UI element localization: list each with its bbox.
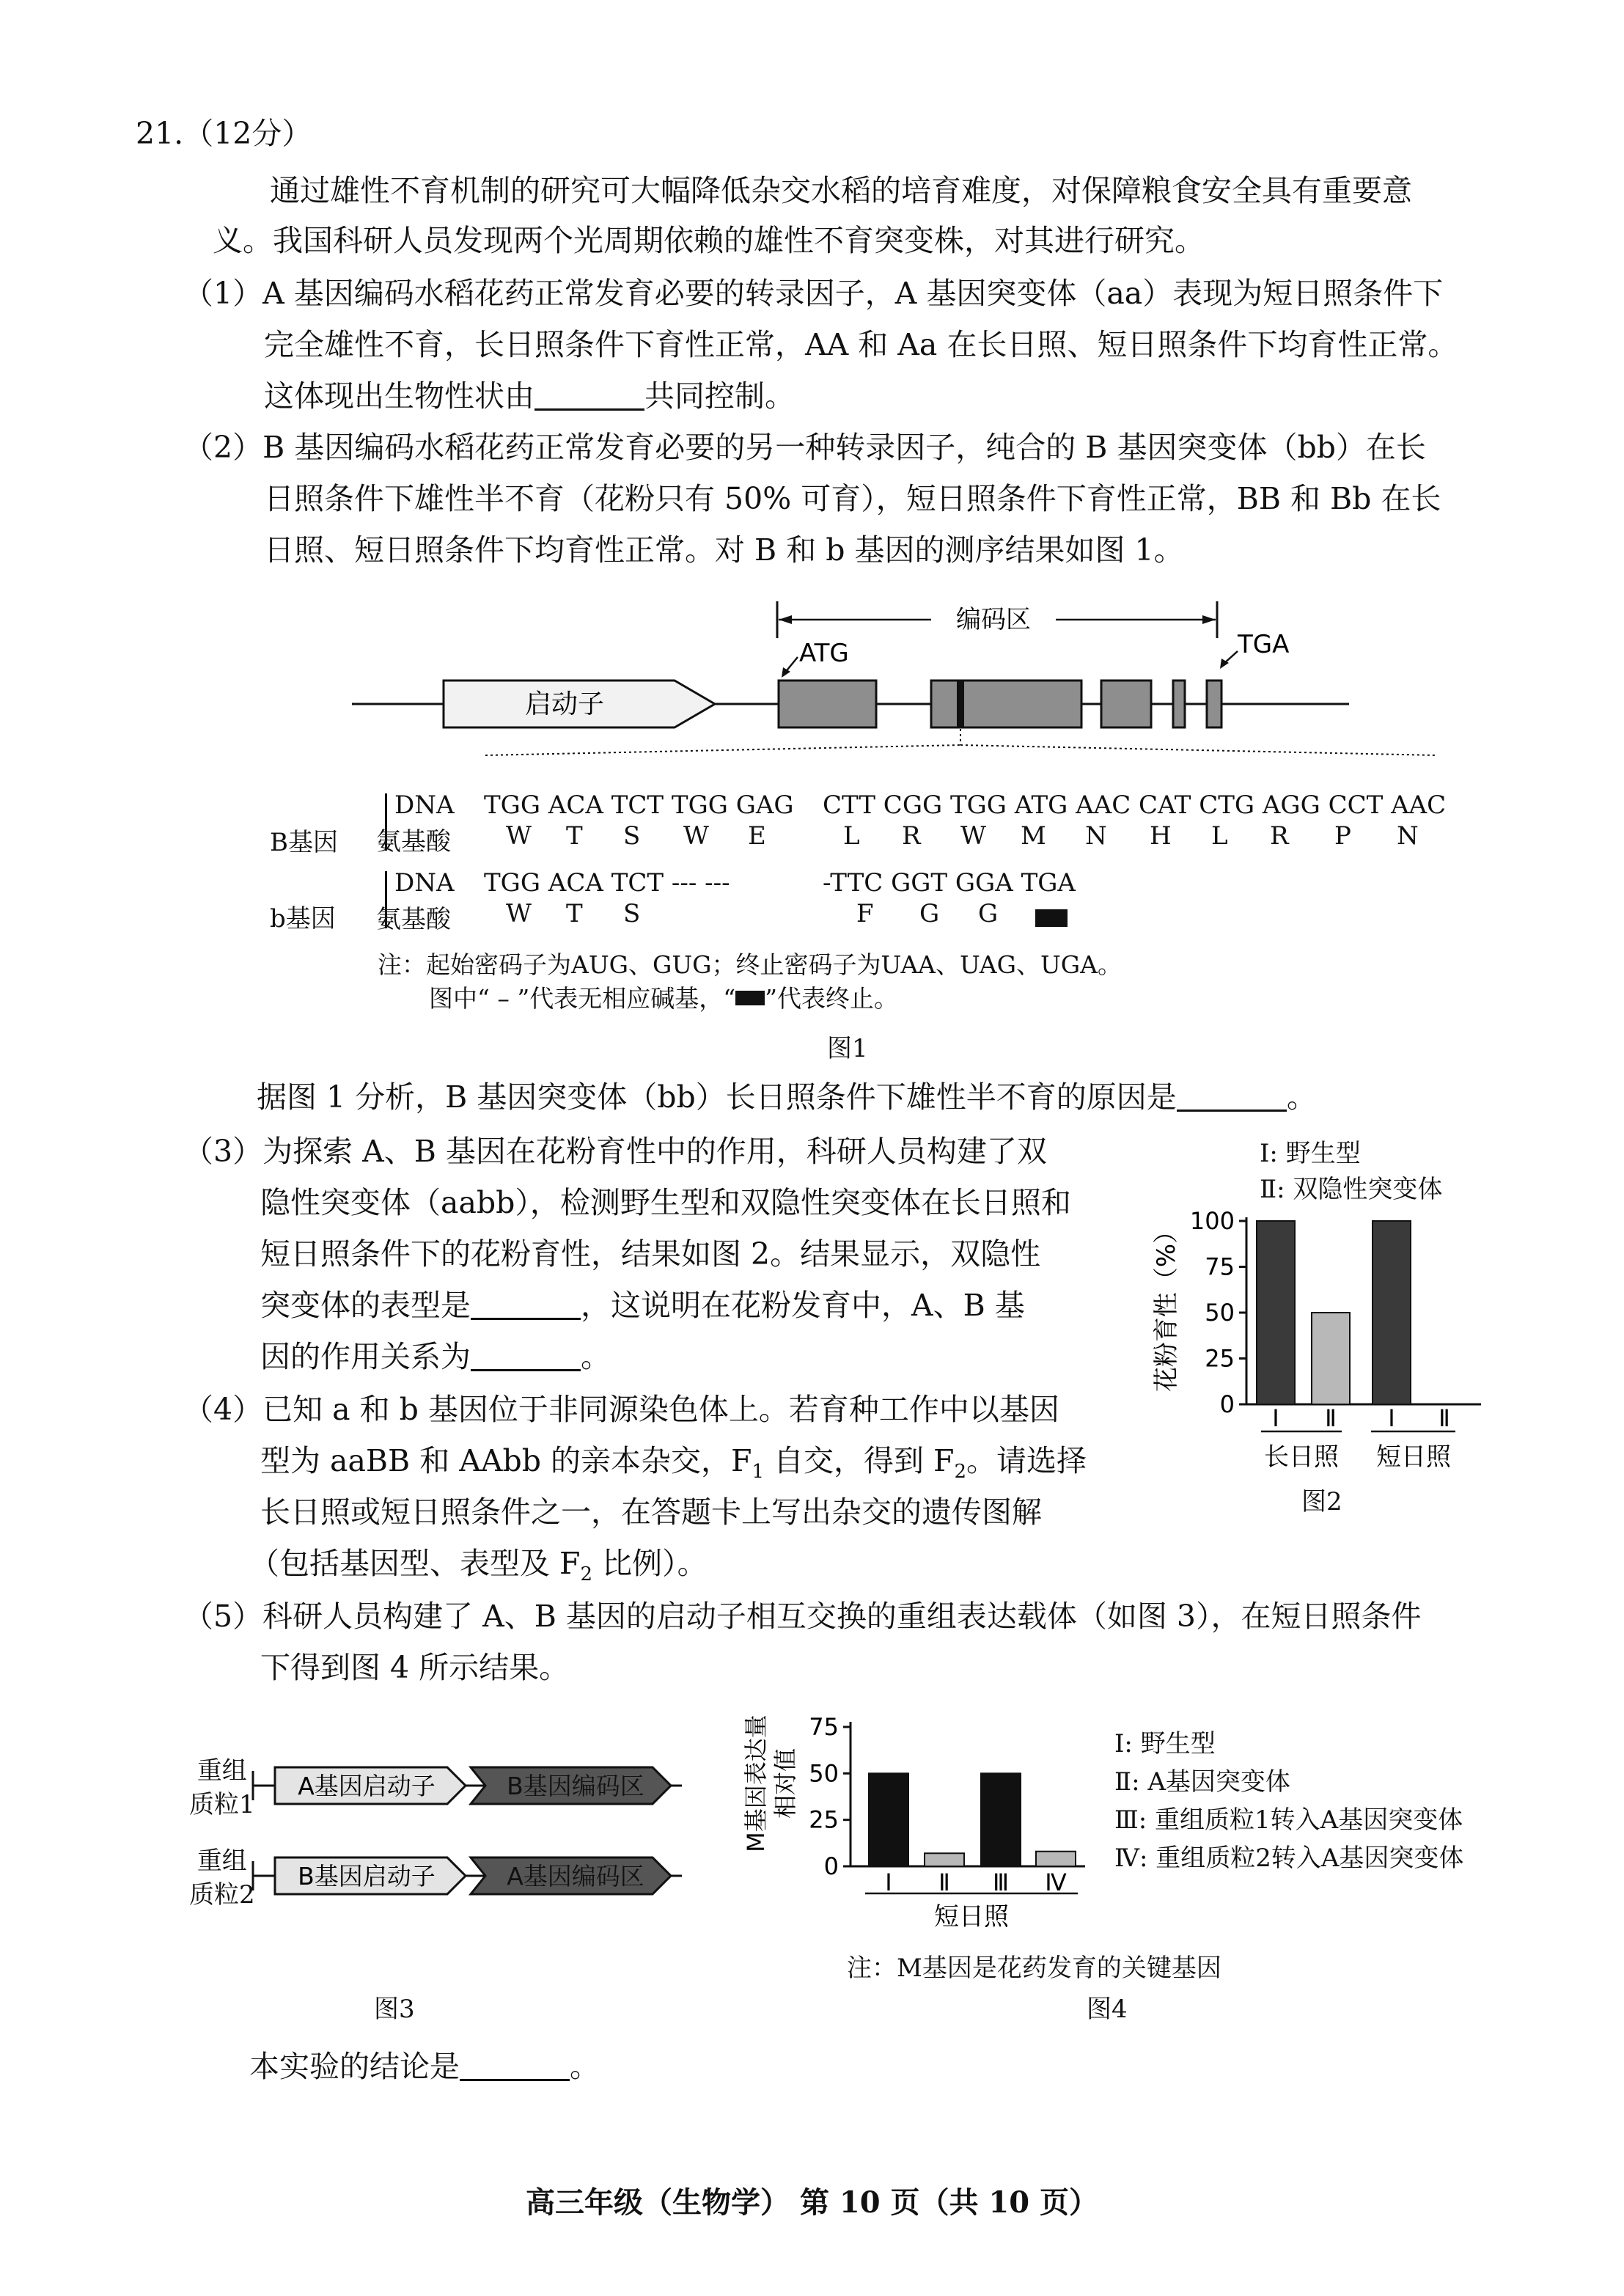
b-aa-1: W bbox=[506, 899, 532, 928]
fig2-category-3: Ⅰ bbox=[1388, 1404, 1395, 1432]
q3-line-3: 短日照条件下的花粉育性，结果如图 2。结果显示，双隐性 bbox=[260, 1236, 1041, 1272]
b-aa-6: G bbox=[978, 899, 999, 928]
fig2-caption: 图2 bbox=[1301, 1487, 1342, 1516]
B-aa-14: P bbox=[1334, 821, 1351, 851]
fig2-ytick-label: 100 bbox=[1189, 1207, 1235, 1235]
q3-line-4: 突变体的表型是 ，这说明在花粉发育中，A、B 基 bbox=[260, 1288, 1025, 1323]
fig2-ylabel: 花粉育性（%） bbox=[1152, 1218, 1181, 1393]
fig4-legend bbox=[1114, 1725, 1463, 1877]
fig4-y-axis-ticks bbox=[809, 1713, 850, 1880]
q1-line-2: 完全雄性不育，长日照条件下育性正常，AA 和 Aa 在长日照、短日照条件下均育性正常。 bbox=[264, 327, 1458, 362]
fig2-bar-1 bbox=[1257, 1221, 1295, 1404]
fig4-ytick-label: 0 bbox=[823, 1852, 839, 1880]
intro-line-1: 通过雄性不育机制的研究可大幅降低杂交水稻的培育难度，对保障粮食安全具有重要意 bbox=[270, 173, 1412, 208]
q5-line-2: 下得到图 4 所示结果。 bbox=[260, 1650, 570, 1685]
q4-line-2: 型为 aaBB 和 AAbb 的亲本杂交，$F_1$ 自交，得到 $F_2$。请选择 bbox=[260, 1443, 1087, 1483]
fig4-category-4: Ⅳ bbox=[1045, 1868, 1067, 1896]
row-b-dna-label: DNA bbox=[394, 868, 455, 898]
fig4-legend-2: Ⅱ: A基因突变体 bbox=[1114, 1767, 1290, 1797]
fig2-category-labels bbox=[1272, 1404, 1450, 1432]
stop-codon-mark bbox=[1035, 909, 1068, 927]
fig2-ytick-label: 0 bbox=[1219, 1390, 1235, 1418]
answer-blank-5[interactable] bbox=[460, 2050, 570, 2081]
B-dna-part2: CTT CGG TGG ATG AAC CAT CTG AGG CCT AAC bbox=[823, 791, 1447, 820]
fig2-group-long-day: 长日照 bbox=[1264, 1442, 1339, 1472]
fig2-category-4: Ⅱ bbox=[1439, 1404, 1450, 1432]
stop-legend-mark bbox=[735, 991, 765, 1005]
fig3-plasmids bbox=[249, 1753, 689, 1921]
answer-blank-3[interactable] bbox=[471, 1288, 581, 1320]
q1-line-3: 这体现出生物性状由 共同控制。 bbox=[264, 378, 795, 414]
B-aa-15: N bbox=[1397, 821, 1419, 851]
plasmid2-label: 重组 质粒2 bbox=[189, 1846, 255, 1910]
B-aa-13: R bbox=[1270, 821, 1289, 851]
fig4-note: 注：M基因是花药发育的关键基因 bbox=[847, 1954, 1221, 1983]
fig2-bar-chart bbox=[1144, 1203, 1510, 1481]
B-aa-1: W bbox=[506, 821, 532, 851]
q3-line-2: 隐性突变体（aabb），检测野生型和双隐性突变体在长日照和 bbox=[260, 1185, 1071, 1220]
q1-line-1: （1）A 基因编码水稻花药正常发育必要的转录因子，A 基因突变体（aa）表现为短日照条件下 bbox=[183, 276, 1444, 311]
fig4-group-label: 短日照 bbox=[934, 1902, 1009, 1932]
b-aa-4: F bbox=[856, 899, 874, 928]
q4-line-1: （4）已知 a 和 b 基因位于非同源染色体上。若育种工作中以基因 bbox=[183, 1392, 1059, 1427]
exon-2 bbox=[931, 681, 1081, 727]
exon-3 bbox=[1101, 681, 1151, 727]
fig2-ytick-label: 25 bbox=[1205, 1344, 1235, 1373]
fig2-bar-2 bbox=[1312, 1313, 1350, 1404]
b-aa-3: S bbox=[623, 899, 641, 928]
fig2-ytick-label: 75 bbox=[1205, 1252, 1235, 1281]
row-B-label: B基因 bbox=[270, 828, 338, 857]
mutation-site bbox=[957, 681, 964, 727]
B-aa-11: H bbox=[1150, 821, 1172, 851]
exon-4 bbox=[1173, 681, 1185, 727]
fig4-legend-3: Ⅲ: 重组质粒1转入A基因突变体 bbox=[1114, 1805, 1463, 1835]
fig2-bars bbox=[1257, 1221, 1411, 1404]
fig4-legend-4: Ⅳ: 重组质粒2转入A基因突变体 bbox=[1114, 1844, 1464, 1873]
q2-line-1: （2）B 基因编码水稻花药正常发育必要的另一种转录因子，纯合的 B 基因突变体（bb）在长 bbox=[183, 430, 1426, 465]
B-aa-6: L bbox=[843, 821, 860, 851]
b-aa-2: T bbox=[566, 899, 583, 928]
q5-line-1: （5）科研人员构建了 A、B 基因的启动子相互交换的重组表达载体（如图 3），在短日照条件 bbox=[183, 1599, 1422, 1634]
question-number: 21.（12分） bbox=[136, 116, 312, 151]
exon-5 bbox=[1207, 681, 1221, 727]
coding-region-label: 编码区 bbox=[956, 605, 1031, 634]
fig2-group-short-day: 短日照 bbox=[1376, 1442, 1451, 1472]
fig4-caption: 图4 bbox=[1087, 1995, 1128, 2024]
fig4-bars bbox=[869, 1773, 1076, 1866]
fig4-bar-2 bbox=[925, 1853, 964, 1866]
fig4-category-1: Ⅰ bbox=[885, 1868, 892, 1896]
fig1-note-1: 注：起始密码子为AUG、GUG；终止密码子为UAA、UAG、UGA。 bbox=[378, 950, 1122, 979]
intro-line-2: 义。我国科研人员发现两个光周期依赖的雄性不育突变株，对其进行研究。 bbox=[213, 223, 1205, 258]
B-aa-7: R bbox=[902, 821, 921, 851]
fig4-ylabel-line2: 相对值 bbox=[771, 1747, 799, 1819]
B-aa-4: W bbox=[683, 821, 709, 851]
fig4-ytick-label: 75 bbox=[809, 1713, 839, 1741]
fig4-bar-1 bbox=[869, 1773, 908, 1866]
promoter-label: 启动子 bbox=[524, 689, 605, 719]
B-aa-9: M bbox=[1021, 821, 1046, 851]
row-b-aa-label: 氨基酸 bbox=[376, 905, 451, 934]
q2-line-2: 日照条件下雄性半不育（花粉只有 50% 可育），短日照条件下育性正常，BB 和 Bb 在长 bbox=[264, 481, 1441, 516]
q4-line-4: （包括基因型、表型及 $F_2$ 比例）。 bbox=[249, 1546, 708, 1586]
q2-line-3: 日照、短日照条件下均育性正常。对 B 和 b 基因的测序结果如图 1。 bbox=[264, 532, 1184, 568]
page-footer: 高三年级（生物学） 第 10 页（共 10 页） bbox=[526, 2185, 1098, 2220]
b-dna-part2: -TTC GGT GGA TGA bbox=[823, 868, 1076, 898]
b-aa-5: G bbox=[919, 899, 940, 928]
row-B-dna-label: DNA bbox=[394, 791, 455, 820]
B-dna-part1: TGG ACA TCT TGG GAG bbox=[484, 791, 794, 820]
p1-promoter-text: A基因启动子 bbox=[298, 1772, 436, 1800]
B-aa-10: N bbox=[1085, 821, 1107, 851]
fig2-bar-3 bbox=[1373, 1221, 1411, 1404]
fig4-category-2: Ⅱ bbox=[938, 1868, 950, 1896]
tga-label: TGA bbox=[1238, 630, 1290, 659]
q3-line-5: 因的作用关系为 。 bbox=[260, 1339, 611, 1374]
row-B-aa-label: 氨基酸 bbox=[376, 827, 451, 857]
fig2-category-2: Ⅱ bbox=[1325, 1404, 1337, 1432]
fig4-ytick-label: 50 bbox=[809, 1759, 839, 1788]
atg-label: ATG bbox=[799, 639, 849, 668]
q2-after-line: 据图 1 分析，B 基因突变体（bb）长日照条件下雄性半不育的原因是 。 bbox=[257, 1079, 1317, 1115]
plasmid1-label: 重组 质粒1 bbox=[189, 1756, 255, 1819]
exon-1 bbox=[779, 681, 876, 727]
fig2-ytick-label: 50 bbox=[1205, 1299, 1235, 1327]
fig4-ylabel-line1: M基因表达量 bbox=[742, 1714, 770, 1852]
fig4-ytick-label: 25 bbox=[809, 1805, 839, 1834]
fig4-bar-4 bbox=[1036, 1852, 1076, 1866]
row-b-label: b基因 bbox=[270, 904, 336, 934]
fig1-caption: 图1 bbox=[827, 1034, 868, 1063]
B-aa-5: E bbox=[748, 821, 766, 851]
fig4-bar-3 bbox=[981, 1773, 1021, 1866]
B-aa-3: S bbox=[623, 821, 641, 851]
fig3-caption: 图3 bbox=[374, 1995, 415, 2024]
q4-line-3: 长日照或短日照条件之一，在答题卡上写出杂交的遗传图解 bbox=[260, 1494, 1042, 1530]
B-aa-12: L bbox=[1211, 821, 1228, 851]
fig2-y-axis-ticks bbox=[1190, 1207, 1246, 1418]
fig2-legend-1: Ⅰ: 野生型 bbox=[1260, 1139, 1361, 1168]
fig4-bar-chart bbox=[733, 1701, 1100, 1943]
B-aa-8: W bbox=[960, 821, 986, 851]
fig2-legend-2: Ⅱ: 双隐性突变体 bbox=[1260, 1175, 1443, 1204]
fig2-category-1: Ⅰ bbox=[1272, 1404, 1279, 1432]
b-dna-part1: TGG ACA TCT --- --- bbox=[484, 868, 730, 898]
answer-blank-1[interactable] bbox=[534, 379, 644, 411]
fig4-category-labels bbox=[885, 1868, 1067, 1896]
fig4-category-3: Ⅲ bbox=[992, 1868, 1010, 1896]
fig4-legend-1: Ⅰ: 野生型 bbox=[1114, 1729, 1216, 1758]
p2-coding-text: A基因编码区 bbox=[507, 1862, 644, 1890]
B-aa-2: T bbox=[566, 821, 583, 851]
p2-promoter-text: B基因启动子 bbox=[298, 1862, 436, 1890]
q5-conclusion: 本实验的结论是 。 bbox=[249, 2049, 600, 2084]
answer-blank-2[interactable] bbox=[1177, 1080, 1287, 1112]
fig1-note-2: 图中“ – ”代表无相应碱基，“ ”代表终止。 bbox=[429, 984, 898, 1013]
answer-blank-4[interactable] bbox=[471, 1340, 581, 1371]
p1-coding-text: B基因编码区 bbox=[507, 1772, 644, 1800]
q3-line-1: （3）为探索 A、B 基因在花粉育性中的作用，科研人员构建了双 bbox=[183, 1134, 1047, 1169]
